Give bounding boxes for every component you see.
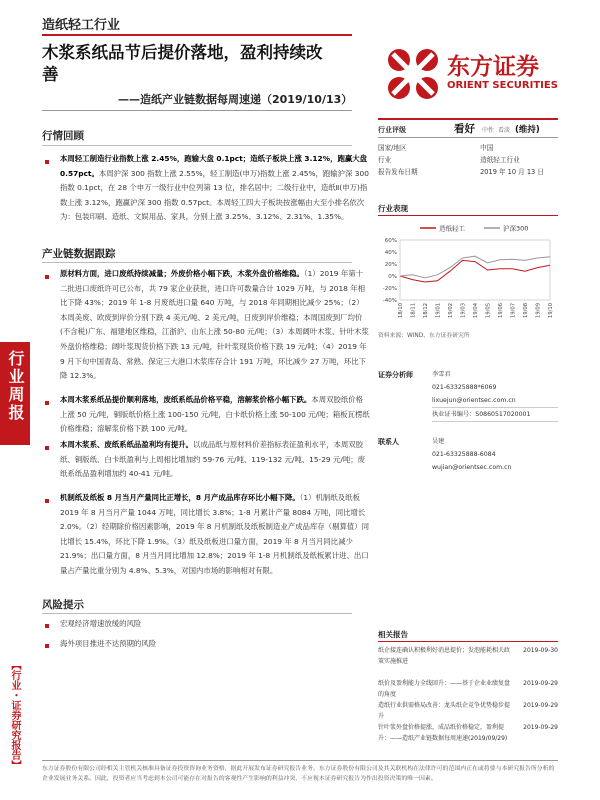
subtitle-rule [42, 110, 352, 111]
section-chain-title: 产业链数据跟踪 [42, 248, 116, 260]
contact-label: 联系人 [378, 438, 399, 446]
side-tab-sub: 【行业・证券研究报告】 [9, 660, 20, 770]
info-value: 造纸轻工行业 [480, 156, 520, 164]
chain-bullet-4-bold: 机制纸及纸板 8 月当月产量同比正增长，8 月产成品库存环比小幅下降。 [60, 493, 300, 502]
related-item[interactable] [378, 645, 558, 678]
chain-bullet-3-text: 以成品纸与原材料价差指标表征盈利水平，本周双胶纸、铜版纸、白卡纸盈利与上周相比增加约 59-76 元/吨、119-132 元/吨、15-29 元/吨；废纸系纸品盈利增加约 40-41 元/吨。 [60, 440, 366, 479]
related-title: 相关报告 [378, 630, 408, 639]
rating-info-table [378, 141, 558, 177]
related-item-text: 纸价及盈利能力全线回升：——基于企业业绩复盘的角度 [378, 680, 511, 698]
review-rule [42, 145, 352, 146]
chain-bullet-2-bold: 本周木浆系纸品提价顺利落地，废纸系纸品价格平稳，溶解浆价格小幅下跌。 [60, 395, 312, 404]
chain-bullet-4-text: （1）机制纸及纸板 2019 年 8 月当月产量 1044 万吨，同比增长 3.8%；1-8 月累计产量 8084 万吨，同比增长 2.0%。（2）经期除价格因素影响，2019 年 8 月机制纸及纸板制造业产成品库存（剔算值）同比增长 15.4%，环比下降 1.9%。（3）纸及纸板进口量方面，2019 年 8 月当月同比减少 21.9%；出口量方面，8 月当月同比增加 12.8%；2019 年 1-8 月机制纸及纸板累计进、出口量占产量比重分别为 4.8%、5.3%，对国内市场的影响相对有限。 [60, 493, 370, 575]
contact-email[interactable]: wujian@orientsec.com.cn [432, 464, 512, 471]
chain-bullet-1 [60, 267, 370, 384]
footer-rule [42, 760, 558, 761]
related-list [378, 645, 558, 755]
related-item-text: 针叶浆外盘价格提涨，成品纸价格稳定，盈利提升：——造纸产业链数据每周速递(2019/09/29) [378, 724, 508, 742]
rating-maintain: (维持) [515, 125, 540, 135]
bullet [45, 644, 49, 648]
series-line-paper [400, 260, 550, 282]
y-tick-label: 40% [384, 250, 397, 256]
x-tick-label: 19/09 [535, 303, 542, 318]
bullet [45, 160, 49, 164]
info-row-region [378, 141, 558, 153]
info-value: 2019 年 10 月 13 日 [480, 168, 544, 176]
x-tick-label: 19/10 [548, 303, 554, 318]
perf-source: 资料来源：WIND、东方证券研究所 [378, 333, 470, 339]
x-tick-label: 19/06 [498, 303, 504, 318]
footer-disclaimer: 东方证券股份有限公司经相关主管机关核准具备证券投资咨询业务资格，据此开展发布证券研究报告业务。东方证券股份有限公司及其关联机构在法律许可的范围内正在或将要与本研究报告所分析的企业发展业务关系。因此，投资者应当考虑到本公司可能存在对报告的客观性产生影响的利益冲突，不应视本证券研究报告为作出投资决策的唯一因素。 [42, 766, 555, 782]
title-line-1: 木浆系纸品节后提价落地，盈利持续改 [42, 43, 323, 62]
info-key: 行业 [378, 156, 392, 164]
section-risk-title: 风险提示 [42, 599, 84, 611]
legend-label-paper: 造纸轻工 [439, 224, 465, 233]
related-item[interactable] [378, 678, 558, 700]
y-tick-label: 60% [384, 238, 397, 244]
x-tick-label: 18/10 [398, 303, 404, 318]
info-value: 中国 [480, 144, 494, 152]
brand-name-cn: 东方证券 [447, 54, 539, 80]
contact-phone: 021-63325888-6084 [432, 451, 496, 458]
brand-logo [385, 38, 585, 108]
legend-label-hs300: 沪深300 [503, 224, 529, 233]
brand-name-en: ORIENT SECURITIES [447, 80, 558, 91]
info-key: 报告发布日期 [378, 168, 418, 176]
related-item-date: 2019-09-29 [523, 702, 558, 709]
related-item[interactable] [378, 722, 558, 755]
review-text: 本周沪深 300 指数上涨 2.55%，轻工制造(申万)指数上涨 2.45%，跑输沪深 300 指数 0.1pct，在 28 个申万一级行业中位列第 13 位，排名居中；二级行业中，造纸Ⅱ(申万)指数上涨 3.12%，跑赢沪深 300 指数 0.57pct。本周轻工四大子板块按涨幅由大至小排名依次为：包装印刷、造纸、文娱用品、家具，分别上涨 3.25%、3.12%、2.31%、1.35%。 [60, 168, 369, 222]
review-paragraph [60, 152, 370, 225]
report-subtitle: ——造纸产业链数据每周速递（2019/10/13） [118, 93, 353, 106]
chain-bullet-3-bold: 本周木浆系、废纸系纸品盈利均有提升。 [60, 440, 194, 449]
rating-opt-neutral: 中性 [482, 127, 495, 134]
analyst-label: 证券分析师 [378, 371, 413, 379]
industry-label: 造纸轻工行业 [42, 18, 121, 33]
contact-1 [432, 435, 511, 474]
section-review-title: 行情回顾 [42, 130, 84, 142]
y-tick-label: 0% [388, 274, 397, 280]
header-rule [42, 34, 352, 36]
contact-name: 吴建 [432, 438, 445, 445]
perf-title: 行业表现 [378, 204, 408, 213]
related-item-date: 2019-09-29 [523, 724, 558, 731]
risk-rule [42, 613, 352, 614]
info-row-industry [378, 153, 558, 165]
chain-bullet-3 [60, 438, 370, 482]
perf-rule [378, 215, 558, 216]
title-line-2: 善 [42, 65, 59, 84]
bullet [45, 401, 49, 405]
related-item[interactable] [378, 700, 558, 722]
x-tick-label: 19/08 [523, 303, 529, 318]
x-tick-label: 19/03 [460, 303, 467, 318]
bullet [45, 624, 49, 628]
x-tick-label: 19/02 [448, 303, 454, 318]
analyst-email[interactable]: lixuejun@orientsec.com.cn [432, 394, 558, 408]
side-tab-label: 行业周报 [6, 350, 25, 422]
related-rule [378, 641, 558, 642]
related-item-text: 造纸行业供需格局改善：龙头纸企竞争优势稳步提升 [378, 702, 511, 720]
rating-value: 看好 [454, 123, 475, 135]
review-bold: 本周轻工制造行业指数上涨 2.45%，跑输大盘 0.1pct；造纸子板块上涨 3.12%，跑赢大盘 0.57pct。 [60, 154, 368, 178]
rating-opt-negative: 看淡 [498, 127, 511, 134]
rating-rule [378, 137, 558, 138]
chain-bullet-2-text: 本周双胶纸价格上涨 50 元/吨，铜版纸价格上涨 100-150 元/吨，白卡纸价格上涨 50-100 元/吨；箱板瓦楞纸价格维稳；溶解浆价格下跌 100 元/吨。 [60, 395, 370, 434]
x-tick-label: 19/05 [485, 303, 492, 318]
bullet [45, 275, 49, 279]
y-tick-label: 20% [384, 262, 397, 268]
rating-row [378, 121, 558, 135]
y-tick-label: -40% [382, 298, 397, 304]
related-item-text: 纸企接连确认积极利好消息提价；发泡能耗相关政策实施推进 [378, 647, 511, 665]
info-key: 国家/地区 [378, 144, 407, 152]
x-tick-label: 19/01 [435, 303, 442, 318]
info-row-date [378, 165, 558, 177]
chain-bullet-4 [60, 491, 370, 579]
bullet [45, 499, 49, 503]
rating-top-rule [378, 118, 558, 120]
analyst-license: 执业证书编号：S0860517020001 [432, 408, 558, 422]
chain-bullet-1-bold: 原材料方面，进口废纸持续减量；外废价格小幅下跌，木浆外盘价格维稳。 [60, 269, 304, 278]
series-line-hs300 [400, 256, 550, 278]
related-item-date: 2019-09-29 [523, 680, 558, 687]
x-tick-label: 18/12 [423, 303, 429, 318]
chain-rule [42, 262, 352, 263]
analyst-phone: 021-63325888*6069 [432, 384, 497, 391]
risk-item-1: 宏观经济增速放缓的风险 [60, 619, 142, 628]
x-tick-label: 19/04 [473, 303, 479, 318]
analyst-1 [432, 368, 558, 422]
chain-bullet-2 [60, 393, 370, 437]
report-title [42, 42, 372, 86]
side-tab [0, 342, 30, 445]
related-item-date: 2019-09-30 [523, 647, 558, 654]
x-tick-label: 18/11 [410, 303, 417, 318]
risk-item-2: 海外项目推进不达预期的风险 [60, 639, 157, 648]
rating-label: 行业评级 [378, 126, 406, 134]
bullet [45, 446, 49, 450]
analyst-name: 李雪君 [432, 371, 451, 378]
y-tick-label: -20% [382, 286, 397, 292]
x-tick-label: 19/07 [510, 303, 517, 318]
orient-logo-icon [385, 46, 441, 102]
industry-performance-chart [378, 218, 558, 328]
chain-bullet-1-text: （1）2019 年第十二批进口废纸许可已公布，共 79 家企业获批，进口许可数量合计 1029 万吨，与 2018 年相比下降 43%；2019 年 1-8 月废纸进口量 640 万吨，与 2018 年同期相比减少 25%；（2）本周美废、欧废到岸价分别下跌 4 美元/吨、2 美元/吨，日废到岸价维稳；本周国废到厂均价(不含税)广东、福建地区维稳，江浙沪、山东上涨 50-80 元/吨；（3）本周阔叶木浆、针叶木浆外盘价格维稳；阔叶浆现货价格下跌 13 元/吨，针叶浆现货价格下跌 19 元/吨；（4）2019 年 9 月下旬中国青岛、常熟、保定三大港口木浆库存合计 191 万吨，环比减少 27 万吨，环比下降 12.3%。 [60, 269, 369, 381]
